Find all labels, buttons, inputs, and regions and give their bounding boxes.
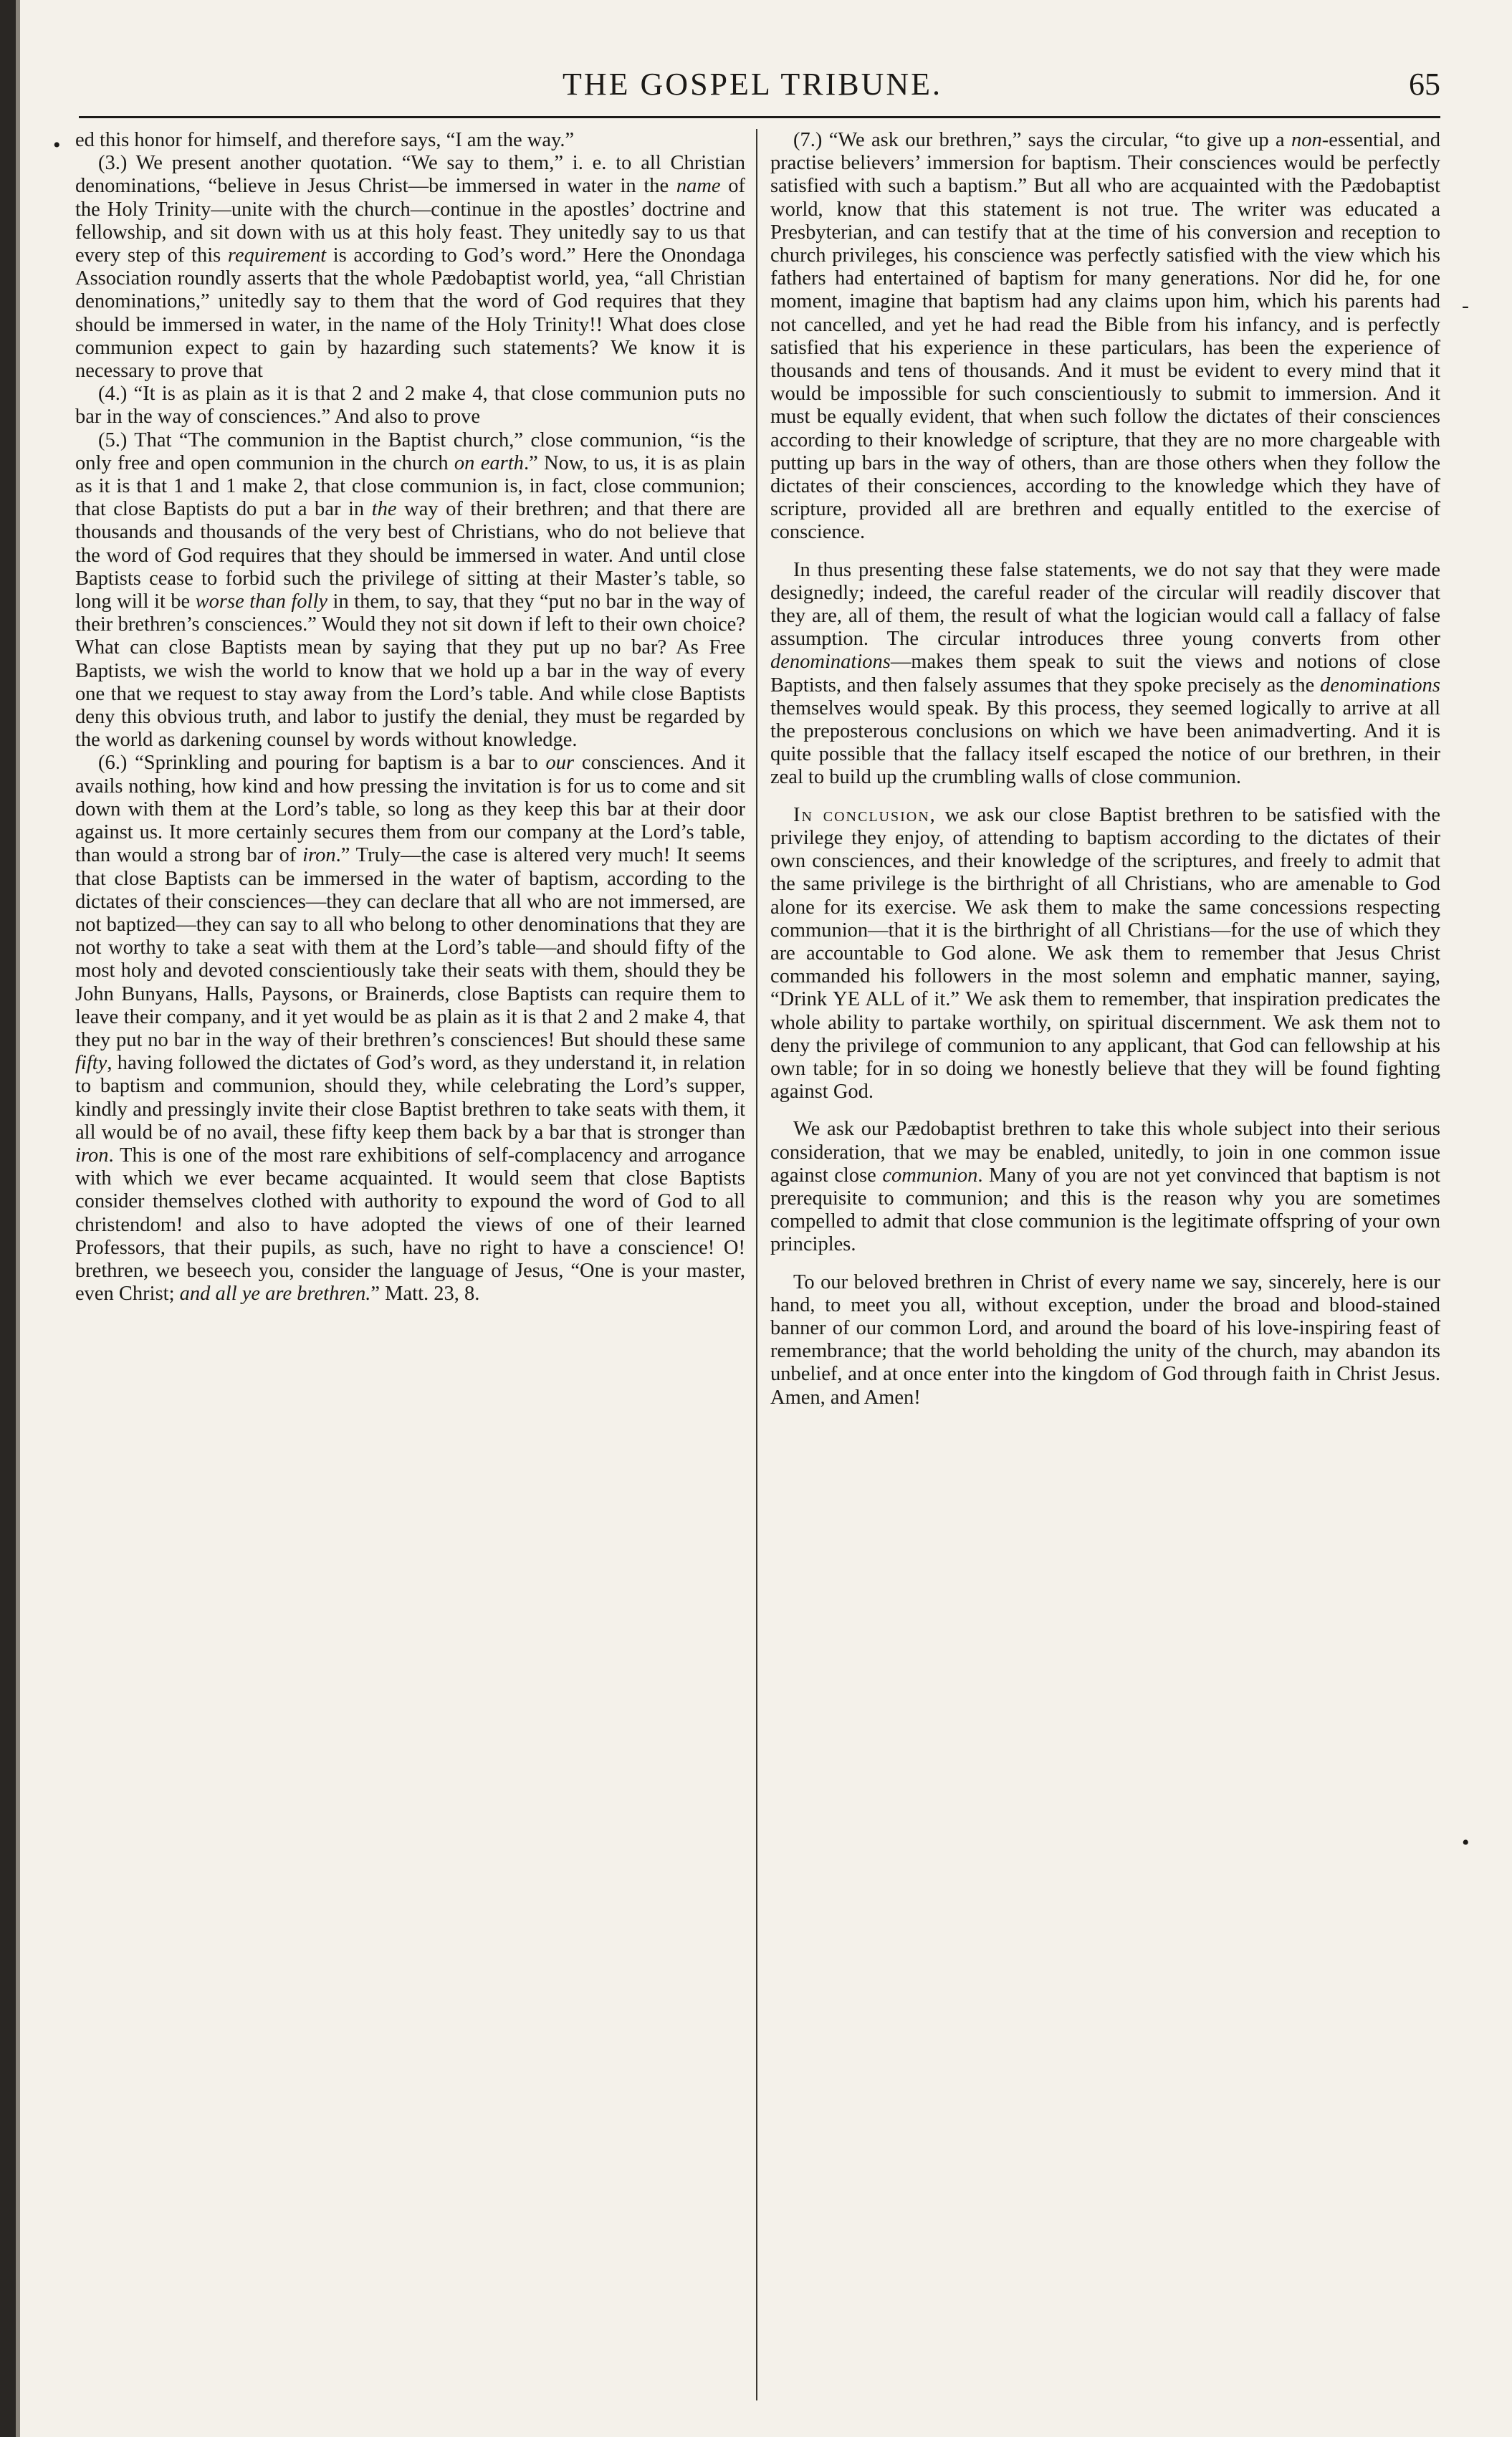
text-run: themselves would speak. By this process, they seemed logically to arrive at all the preposterous conclusions on which we have been animadverting. And it is quite possible that the fallacy itself escaped the notice of our brethren, in their zeal to build up the crumbling walls of close communion. [770,696,1440,789]
text-run: (6.) “Sprinkling and pouring for baptism is a bar to [98,752,546,775]
text-run: in them, to say, that they “put no bar in the way of their brethren’s consciences.” Would they not sit down if left to their own choice? What can close Baptists mean by saying that they put up no bar? As Free Baptists, we wish the world to know that we hold up a bar in the way of every one that we request to stay away from the Lord’s table. And while close Baptists deny this obvious truth, and labor to justify the denial, they must be regarded by the world as darkening counsel by words without knowledge. [75,590,745,752]
italic-text: and all ye are brethren. [179,1283,371,1306]
running-head [79,66,1440,116]
page-binding-edge [0,0,16,2437]
text-run: (4.) “It is as plain as it is that 2 and 2 make 4, that close communion puts no bar in the way of consciences.” And also to prove [75,383,745,428]
paragraph [75,752,745,1306]
italic-text: on earth [454,451,524,474]
text-run: To our beloved brethren in Christ of every name we say, sincerely, here is our hand, to meet you all, without exception, under the broad and blood-stained banner of our common Lord, and around the board of his love-inspiring feast of remembrance; that the world beholding the unity of the church, may abandon its unbelief, and at once enter into the kingdom of God through faith in Christ Jesus. Amen, and Amen! [770,1270,1440,1409]
italic-text: the [371,498,397,521]
page-binding-shadow [16,0,20,2437]
italic-text: iron [75,1144,109,1167]
italic-text: fifty [75,1052,107,1075]
left-column [75,129,745,2400]
italic-text: requirement [227,244,327,267]
italic-text: denominations [1320,674,1440,696]
text-run: ” Matt. 23, 8. [370,1283,480,1306]
paragraph [770,129,1440,545]
journal-title: THE GOSPEL TRIBUNE. [563,67,942,102]
header-rule [79,116,1440,118]
paragraph [75,383,745,428]
margin-dot: • [53,133,61,157]
text-run: In thus presenting these false statements, we do not say that they were made designedly; indeed, the careful reader of the circular will readily discover that they are, all of them, the result of what the logician would call a fallacy of false assumption. The circular introduces three young converts from other [770,558,1440,651]
text-run: (5.) That “The communion in the Baptist church,” close communion, “is the only free and open communion in the church [75,428,745,474]
text-run: We ask our Pædobaptist brethren to take this whole subject into their serious consideration, that we may be enabled, unitedly, to join in one common issue against close [770,1118,1440,1187]
text-run: is according to God’s word.” Here the Onondaga Association roundly asserts that the whole Pædobaptist world, yea, “all Christian denominations,” unitedly say to them that the word of God requires that they should be immersed in water, in the name of the Holy Trinity!! What does close communion expect to gain by hazarding such statements? We know it is necessary to prove that [75,244,745,383]
italic-text: name [676,175,721,198]
small-caps-text: In conclusion, [793,803,937,826]
margin-dot: - [1462,294,1469,317]
text-run: , having followed the dictates of God’s word, as they understand it, in relation to baptism and communion, should they, while celebrating the Lord’s supper, kindly and pressingly invite their close Baptist brethren to take seats with them, it all would be of no avail, these fifty keep them back by a bar that is stronger than [75,1052,745,1144]
italic-text: worse than folly [195,590,328,613]
paragraph [770,1271,1440,1409]
italic-text: communion [882,1164,978,1187]
text-run: .” Now, to us, it is as plain as it is that 1 and 1 make 2, that close communion is, in fact, close communion; that close Baptists do put a bar in [75,451,745,521]
page-number: 65 [1409,67,1440,102]
paragraph [770,1118,1440,1256]
italic-text: iron [302,844,336,867]
text-run: -essential, and practise believers’ immersion for baptism. Their consciences would be perfectly satisfied with such a baptism.” But all who are acquainted with the Pædobaptist world, know that this statement is not true. The writer was educated a Presbyterian, and can testify that at the time of his conversion and reception to church privileges, his conscience was perfectly satisfied with the view which his fathers had entertained of baptism for many generations. Nor did he, for one moment, imagine that baptism had any claims upon him, which his parents had not cancelled, and yet he had read the Bible from his infancy, and is perfectly satisfied that his experience in these particulars, has been the experience of thousands and tens of thousands. And it must be evident to every mind that it would be impossible for such conscientiously to submit to immersion. And it must be equally evident, that when such follow the dictates of their consciences according to their knowledge of scripture, that they are no more chargeable with putting up bars in the way of others, than are those others when they follow the dictates of their consciences, according to the knowledge which they have of scripture, provided all are brethren and equally entitled to the exercise of conscience. [770,129,1440,544]
italic-text: denominations [770,651,891,674]
text-run: of the Holy Trinity—unite with the church—continue in the apostles’ doctrine and fellowship, and sit down with us at this holy feast. They unitedly say to us that every step of this [75,175,745,267]
text-run: —makes them speak to suit the views and notions of close Baptists, and then falsely assumes that they spoke precisely as the [770,651,1440,696]
text-run: (7.) “We ask our brethren,” says the circular, “to give up a [793,129,1291,151]
paragraph [770,804,1440,1104]
text-run: .” Truly—the case is altered very much! It seems that close Baptists can be immersed in the water of baptism, according to the dictates of their consciences—they can declare that all who are not immersed, are not baptized—they can say to all who belong to other denominations that they are not worthy to take a seat with them at the Lord’s table—and should fifty of the most holy and devoted conscientiously take their seats with them, should they be John Bunyans, Halls, Paysons, or Brainerds, close Baptists can require them to leave their company, and it yet would be as plain as it is that 2 and 2 make 4, that they put no bar in the way of their brethren’s consciences! But should these same [75,844,745,1051]
text-run: consciences. And it avails nothing, how kind and how pressing the invitation is for us to come and sit down with them at the Lord’s table, so long as they keep this bar at their door against us. It more certainly secures them from our company at the Lord’s table, than would a strong bar of [75,752,745,867]
paragraph [75,429,745,752]
paragraph [770,559,1440,790]
text-run: (3.) We present another quotation. “We say to them,” i. e. to all Christian denominations, “believe in Jesus Christ—be immersed in water in the [75,152,745,198]
text-run: ed this honor for himself, and therefore says, “I am the way.” [75,129,575,151]
italic-text: non [1291,129,1322,151]
right-column [770,129,1440,2400]
text-run: way of their brethren; and that there are thousands and thousands of the very best of Christians, who do not believe that the word of God requires that they should be immersed in water. And until close Baptists cease to forbid such the privilege of sitting at their Master’s table, so long will it be [75,498,745,613]
paragraph [75,129,745,152]
text-run: . This is one of the most rare exhibitions of self-complacency and arrogance with which we ever became acquainted. It would seem that close Baptists consider themselves clothed with authority to expound the word of God to all christendom! and also to have adopted the views of one of their learned Professors, that their pupils, as such, have no right to have a conscience! O! brethren, we beseech you, consider the language of Jesus, “One is your master, even Christ; [75,1144,745,1306]
column-rule [756,129,757,2400]
text-run: we ask our close Baptist brethren to be satisfied with the privilege they enjoy, of attending to baptism according to the dictates of their own consciences, and their knowledge of the scriptures, and freely to admit that the same privilege is the birthright of all Christians, who are amenable to God alone for its exercise. We ask them to make the same concessions respecting communion—that it is the birthright of all Christians—for the use of which they are accountable to God alone. We ask them to remember that Jesus Christ commanded his followers in the most solemn and emphatic manner, saying, “Drink YE ALL of it.” We ask them to remember, that inspiration predicates the whole ability to partake worthily, on spiritual discernment. We ask them not to deny the privilege of communion to any applicant, that God can fellowship at his own table; for in so doing we honestly believe that they will be found fighting against God. [770,803,1440,1103]
text-run: . Many of you are not yet convinced that baptism is not prerequisite to communion; and this is the reason why you are sometimes compelled to admit that close communion is the legitimate offspring of your own principles. [770,1164,1440,1256]
italic-text: our [545,752,575,775]
margin-dot: • [1462,1831,1470,1854]
paragraph [75,152,745,383]
